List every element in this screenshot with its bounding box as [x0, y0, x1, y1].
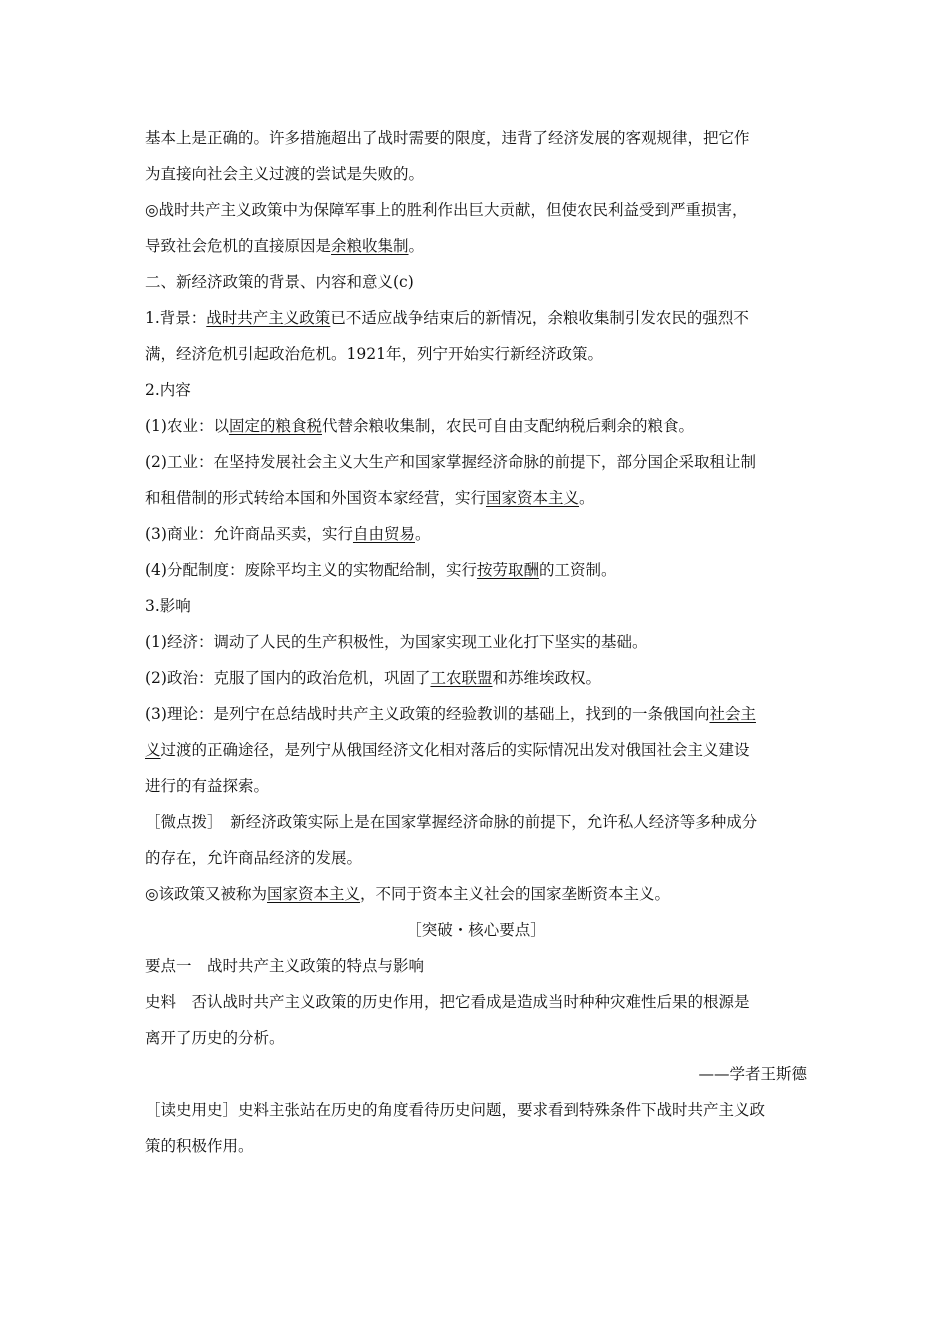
- underlined-term: 余粮收集制: [331, 237, 409, 255]
- text-run: (3)理论：是列宁在总结战时共产主义政策的经验教训的基础上，找到的一条俄国向: [145, 705, 710, 723]
- text-run: 。: [408, 237, 425, 255]
- text-run: 和租借制的形式转给本国和外国资本家经营，实行: [145, 489, 487, 507]
- tip-line: 的存在，允许商品经济的发展。: [145, 849, 363, 867]
- text-run: 过渡的正确途径，是列宁从俄国经济文化相对落后的实际情况出发对俄国社会主义建设: [160, 741, 750, 759]
- paragraph-line: [145, 228, 807, 264]
- text-run: 。: [579, 489, 595, 507]
- paragraph-line: [145, 408, 807, 444]
- underlined-term: 义: [145, 741, 161, 759]
- subsection-heading: 3.影响: [145, 597, 191, 615]
- text-run: (2)政治：克服了国内的政治危机，巩固了: [145, 669, 431, 687]
- text-run: 和苏维埃政权。: [492, 669, 601, 687]
- source-attribution: ——学者王斯德: [698, 1065, 807, 1083]
- reading-line: ［读史用史］史料主张站在历史的角度看待历史问题，要求看到特殊条件下战时共产主义政: [145, 1101, 766, 1119]
- paragraph-line: [145, 516, 807, 552]
- paragraph-line: [145, 876, 807, 912]
- paragraph-line: 基本上是正确的。许多措施超出了战时需要的限度，违背了经济发展的客观规律，把它作: [145, 129, 750, 147]
- paragraph-line: (2)工业：在坚持发展社会主义大生产和国家掌握经济命脉的前提下，部分国企采取租让制: [145, 453, 756, 471]
- paragraph-line: (1)经济：调动了人民的生产积极性，为国家实现工业化打下坚实的基础。: [145, 633, 648, 651]
- key-point-heading: 要点一 战时共产主义政策的特点与影响: [145, 957, 425, 975]
- paragraph-line: [145, 732, 807, 768]
- paragraph-line: [145, 696, 807, 732]
- paragraph-line: [145, 552, 807, 588]
- text-run: ，不同于资本主义社会的国家垄断资本主义。: [360, 885, 671, 903]
- text-run: ◎该政策又被称为: [145, 885, 268, 903]
- reading-line: 策的积极作用。: [145, 1137, 254, 1155]
- text-run: 已不适应战争结束后的新情况，余粮收集制引发农民的强烈不: [330, 309, 749, 327]
- paragraph-line: [145, 300, 807, 336]
- underlined-term: 固定的粮食税: [228, 417, 322, 435]
- text-run: 导致社会危机的直接原因是: [145, 237, 332, 255]
- paragraph-line: 满，经济危机引起政治危机。1921年，列宁开始实行新经济政策。: [145, 345, 603, 363]
- text-run: (4)分配制度：废除平均主义的实物配给制，实行: [145, 561, 477, 579]
- source-line: 离开了历史的分析。: [145, 1029, 285, 1047]
- underlined-term: 社会主: [709, 705, 756, 723]
- text-run: 。: [414, 525, 431, 543]
- section-title: ［突破・核心要点］: [406, 921, 546, 939]
- paragraph-line: [145, 480, 807, 516]
- underlined-term: 自由贸易: [352, 525, 415, 543]
- underlined-term: 工农联盟: [430, 669, 493, 687]
- underlined-term: 国家资本主义: [267, 885, 361, 903]
- underlined-term: 按劳取酬: [476, 561, 539, 579]
- tip-line: ［微点拨］ 新经济政策实际上是在国家掌握经济命脉的前提下，允许私人经济等多种成分: [145, 813, 758, 831]
- paragraph-line: ◎战时共产主义政策中为保障军事上的胜利作出巨大贡献，但使农民利益受到严重损害，: [145, 201, 748, 219]
- subsection-heading: 2.内容: [145, 381, 191, 399]
- underlined-term: 战时共产主义政策: [206, 309, 331, 327]
- document-page: [145, 120, 807, 1164]
- text-run: 代替余粮收集制，农民可自由支配纳税后剩余的粮食。: [321, 417, 694, 435]
- section-heading: 二、新经济政策的背景、内容和意义(c): [145, 273, 414, 291]
- underlined-term: 国家资本主义: [486, 489, 580, 507]
- text-run: (3)商业：允许商品买卖，实行: [145, 525, 353, 543]
- text-run: 的工资制。: [538, 561, 617, 579]
- text-run: 1.背景：: [145, 309, 207, 327]
- source-line: 史料 否认战时共产主义政策的历史作用，把它看成是造成当时种种灾难性后果的根源是: [145, 993, 750, 1011]
- paragraph-line: 为直接向社会主义过渡的尝试是失败的。: [145, 165, 425, 183]
- text-run: (1)农业：以: [145, 417, 229, 435]
- paragraph-line: [145, 660, 807, 696]
- paragraph-line: 进行的有益探索。: [145, 777, 270, 795]
